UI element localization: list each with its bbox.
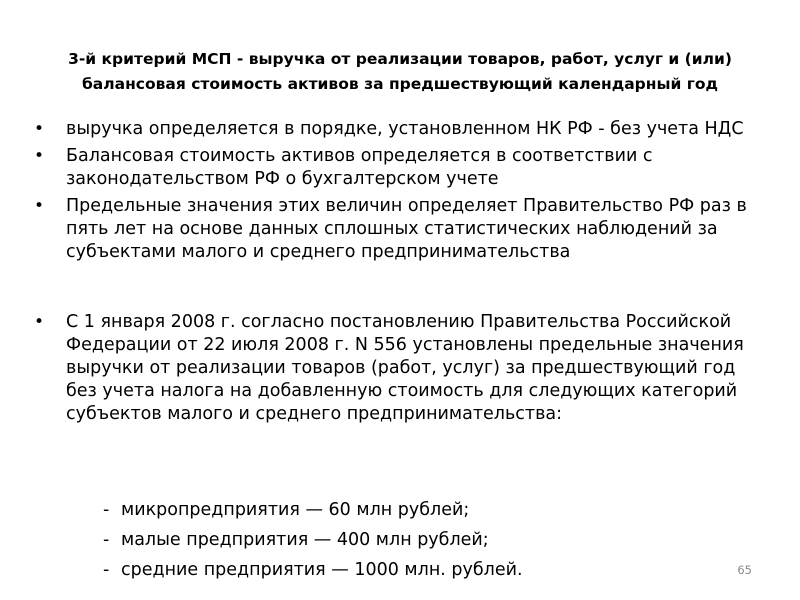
bullet-item bbox=[34, 195, 764, 264]
threshold-list bbox=[103, 495, 523, 585]
bullet-text: выручка определяется в порядке, установленном НК РФ - без учета НДС bbox=[66, 119, 744, 139]
bullet-dot-icon: • bbox=[34, 196, 45, 216]
bullet-text: Балансовая стоимость активов определяется в соответствии с законодательством РФ о бухгалтерском учете bbox=[66, 146, 653, 189]
bullet-text: Предельные значения этих величин определяет Правительство РФ раз в пять лет на основе данных сплошных статистических наблюдений за субъектами малого и среднего предпринимательства bbox=[66, 196, 747, 262]
dash-marker: - bbox=[103, 530, 110, 550]
threshold-item bbox=[103, 495, 523, 525]
slide-title bbox=[40, 47, 760, 97]
dash-marker: - bbox=[103, 560, 110, 580]
bullet-dot-icon: • bbox=[34, 119, 45, 139]
bullet-dot-icon: • bbox=[34, 312, 45, 332]
bullet-text: С 1 января 2008 г. согласно постановлению Правительства Российской Федерации от 22 июля 2008 г. N 556 установлены предельные значения выручки от реализации товаров (работ, услуг) за предшествующий год без учета налога на добавленную стоимость для следующих категорий субъектов малого и среднего предпринимательства: bbox=[66, 312, 744, 424]
bullet-item bbox=[34, 311, 764, 426]
bullet-item bbox=[34, 145, 764, 191]
threshold-item bbox=[103, 555, 523, 585]
bullet-list bbox=[34, 118, 764, 426]
slide-title-line-1: 3-й критерий МСП - выручка от реализации товаров, работ, услуг и (или) bbox=[68, 50, 732, 68]
bullet-item bbox=[34, 118, 764, 141]
dash-marker: - bbox=[103, 500, 110, 520]
threshold-text: средние предприятия — 1000 млн. рублей. bbox=[121, 560, 523, 580]
bullet-dot-icon: • bbox=[34, 146, 45, 166]
slide-title-line-2: балансовая стоимость активов за предшествующий календарный год bbox=[81, 75, 719, 93]
threshold-text: малые предприятия — 400 млн рублей; bbox=[121, 530, 489, 550]
threshold-text: микропредприятия — 60 млн рублей; bbox=[121, 500, 470, 520]
threshold-item bbox=[103, 525, 523, 555]
page-number: 65 bbox=[737, 563, 752, 577]
